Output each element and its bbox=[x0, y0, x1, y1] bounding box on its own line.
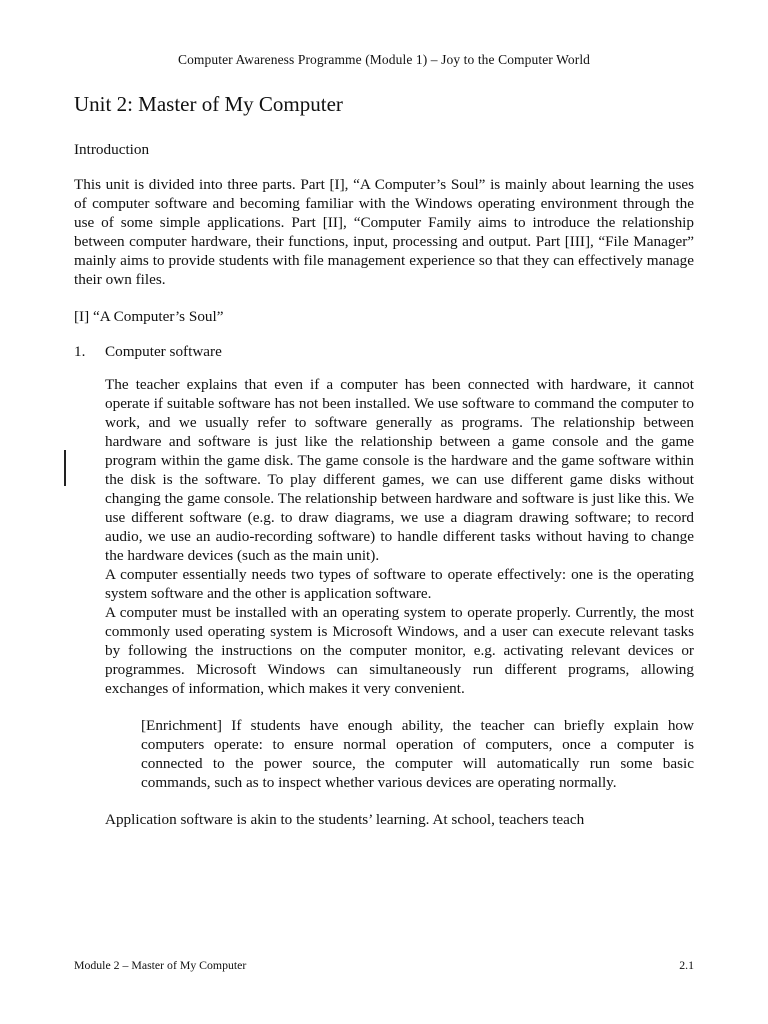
enrichment-note: [Enrichment] If students have enough ability, the teacher can briefly explain how computers operate: to ensure normal operation of computers, once a computer is connected to the power source, the computer will automatically run some basic commands, such as to inspect whether various devices are operating normally. bbox=[141, 717, 694, 791]
page-content bbox=[74, 90, 694, 829]
text-cursor bbox=[64, 450, 66, 486]
application-software-paragraph: Application software is akin to the students’ learning. At school, teachers teach bbox=[105, 811, 585, 828]
running-header: Computer Awareness Programme (Module 1) – Joy to the Computer World bbox=[177, 52, 591, 67]
software-paragraph-3: A computer must be installed with an operating system to operate properly. Currently, the most commonly used operating system is Microsoft Windows, and a user can execute relevant tasks by following the instructions on the computer monitor, e.g. activating relevant devices or programmes. Microsoft Windows can simultaneously run different programs, allowing exchanges of information, which makes it very convenient. bbox=[105, 604, 694, 697]
software-paragraph-2: A computer essentially needs two types of software to operate effectively: one is the operating system software and the other is application software. bbox=[105, 566, 694, 602]
section-number: 1. bbox=[74, 343, 86, 360]
running-footer bbox=[74, 958, 694, 973]
introduction-paragraph: This unit is divided into three parts. Part [I], “A Computer’s Soul” is mainly about learning the uses of computer software and becoming familiar with the Windows operating environment through the use of some simple applications. Part [II], “Computer Family aims to introduce the relationship between computer hardware, their functions, input, processing and output. Part [III], “File Manager” mainly aims to provide students with file management experience so that they can effectively manage their own files. bbox=[74, 176, 694, 288]
section-title: Computer software bbox=[105, 343, 222, 360]
footer-module-title: Module 2 – Master of My Computer bbox=[74, 958, 247, 972]
section-1-heading bbox=[74, 342, 694, 361]
section-1-body bbox=[105, 375, 694, 698]
page-number: 2.1 bbox=[679, 958, 694, 972]
software-paragraph-1: The teacher explains that even if a computer has been connected with hardware, it cannot operate if suitable software has not been installed. We use software to command the computer to work, and we usually refer to software generally as programs. The relationship between hardware and software is just like the relationship between a game console and the game program within the game disk. The game console is the hardware and the game software within the disk is the software. To play different games, we can use different game disks without changing the game console. The relationship between hardware and software is just like this. We use different software (e.g. to draw diagrams, we use a diagram drawing software; to record audio, we use an audio-recording software) to handle different tasks without having to change the hardware devices (such as the main unit). bbox=[105, 376, 694, 564]
unit-title: Unit 2: Master of My Computer bbox=[74, 92, 343, 116]
part-1-heading: [I] “A Computer’s Soul” bbox=[74, 308, 224, 325]
introduction-heading: Introduction bbox=[74, 141, 150, 158]
